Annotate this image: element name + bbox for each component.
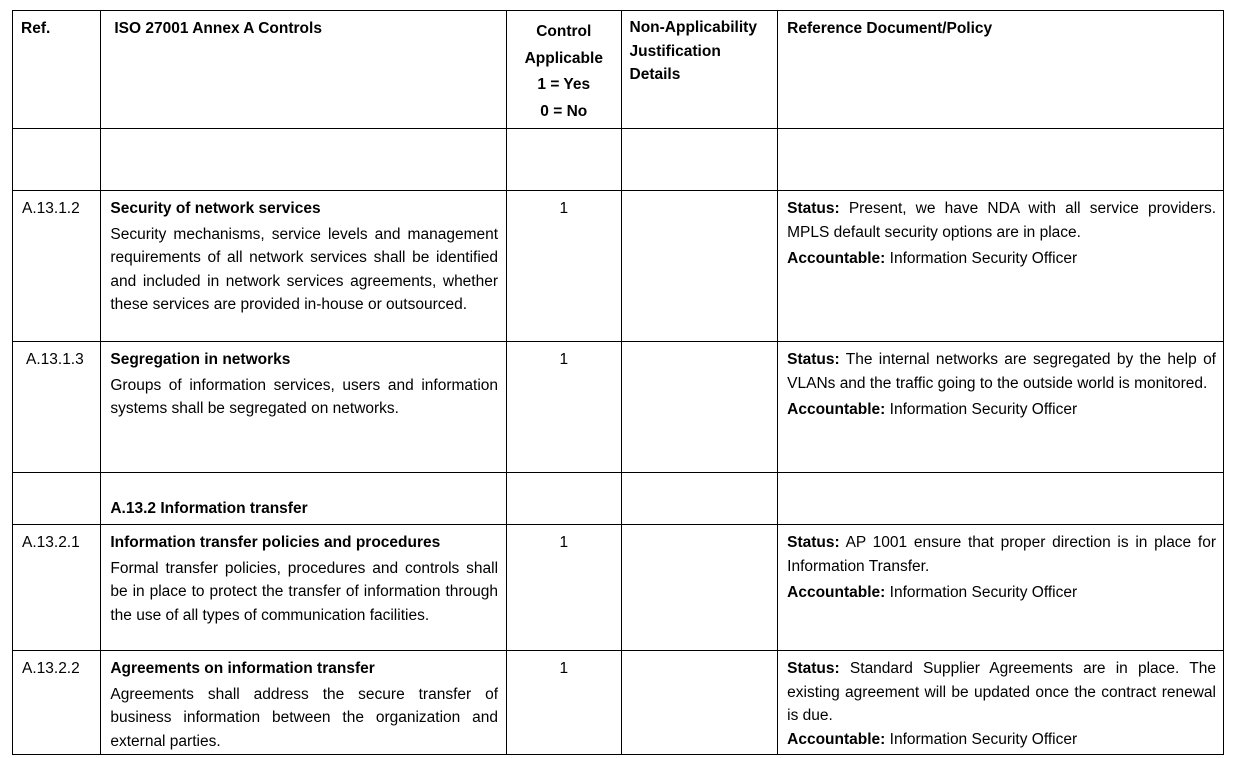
empty-cell (778, 129, 1224, 191)
row-applicable: 1 (507, 342, 621, 473)
status-line (787, 197, 1216, 244)
row-justification (621, 342, 778, 473)
row-reference (778, 191, 1224, 342)
row-control (101, 525, 507, 651)
status-line (787, 657, 1216, 728)
accountable-line (787, 581, 1216, 605)
row-control (101, 191, 507, 342)
status-line (787, 348, 1216, 395)
status-text: The internal networks are segregated by the help of VLANs and the traffic going to the outside world is monitored. (787, 351, 1216, 392)
row-reference (778, 342, 1224, 473)
empty-cell (507, 129, 621, 191)
header-applicable (507, 11, 621, 129)
table-row (13, 525, 1224, 651)
header-na-line: Justification (629, 42, 721, 60)
status-label: Status: (787, 200, 840, 217)
status-label: Status: (787, 351, 840, 368)
status-label: Status: (787, 660, 840, 677)
row-control (101, 651, 507, 755)
empty-cell (13, 129, 101, 191)
header-applicable-line: Applicable (524, 49, 603, 67)
soa-table (12, 10, 1224, 755)
status-text: Standard Supplier Agreements are in place. The existing agreement will be updated once the contract renewal is due. (787, 660, 1216, 724)
empty-cell (778, 473, 1224, 525)
empty-row (13, 129, 1224, 191)
control-description: Security mechanisms, service levels and management requirements of all network services shall be identified and included in network services agreements, whether these services are provided in-house or outsourced. (110, 225, 499, 313)
row-applicable: 1 (507, 525, 621, 651)
header-applicable-line: Control (536, 23, 592, 40)
row-ref: A.13.2.2 (13, 651, 101, 755)
header-ref: Ref. (13, 11, 101, 129)
header-applicable-line: 0 = No (540, 102, 588, 120)
control-title: Agreements on information transfer (110, 660, 375, 677)
header-non-applicability (621, 11, 778, 129)
accountable-line (787, 247, 1216, 271)
accountable-label: Accountable: (787, 584, 886, 601)
accountable-text: Information Security Officer (889, 401, 1078, 418)
table-header-row (13, 11, 1224, 129)
table-row (13, 191, 1224, 342)
empty-cell (621, 473, 778, 525)
accountable-line (787, 398, 1216, 422)
status-text: Present, we have NDA with all service providers. MPLS default security options are in place. (787, 200, 1216, 241)
control-description: Agreements shall address the secure transfer of business information between the organization and external parties. (110, 685, 499, 750)
control-title: Segregation in networks (110, 351, 291, 368)
header-controls: ISO 27001 Annex A Controls (101, 11, 507, 129)
row-reference (778, 651, 1224, 755)
header-na-line: Details (629, 66, 681, 83)
accountable-label: Accountable: (787, 730, 886, 748)
control-description: Formal transfer policies, procedures and controls shall be in place to protect the transfer of information through the use of all types of communication facilities. (110, 559, 499, 624)
control-title: Information transfer policies and procedures (110, 534, 441, 551)
accountable-text: Information Security Officer (889, 250, 1078, 267)
row-ref: A.13.2.1 (13, 525, 101, 651)
header-reference: Reference Document/Policy (778, 11, 1224, 129)
empty-cell (101, 129, 507, 191)
control-title: Security of network services (110, 200, 321, 217)
table-row (13, 342, 1224, 473)
empty-cell (507, 473, 621, 525)
accountable-text: Information Security Officer (889, 584, 1078, 601)
status-line (787, 531, 1216, 578)
row-ref: A.13.1.3 (13, 342, 101, 473)
status-label: Status: (787, 534, 840, 551)
control-description: Groups of information services, users and information systems shall be segregated on networks. (110, 376, 499, 417)
table-row (13, 651, 1224, 755)
header-applicable-line: 1 = Yes (537, 76, 591, 93)
row-justification (621, 651, 778, 755)
empty-cell (621, 129, 778, 191)
section-row (13, 473, 1224, 525)
accountable-label: Accountable: (787, 401, 886, 418)
section-title: A.13.2 Information transfer (101, 473, 507, 525)
status-text: AP 1001 ensure that proper direction is in place for Information Transfer. (787, 534, 1216, 575)
row-control (101, 342, 507, 473)
accountable-text: Information Security Officer (889, 730, 1078, 748)
accountable-label: Accountable: (787, 250, 886, 267)
row-justification (621, 525, 778, 651)
row-applicable: 1 (507, 651, 621, 755)
row-reference (778, 525, 1224, 651)
row-applicable: 1 (507, 191, 621, 342)
accountable-line (787, 728, 1216, 752)
row-justification (621, 191, 778, 342)
empty-cell (13, 473, 101, 525)
row-ref: A.13.1.2 (13, 191, 101, 342)
header-na-line: Non-Applicability (629, 19, 757, 36)
